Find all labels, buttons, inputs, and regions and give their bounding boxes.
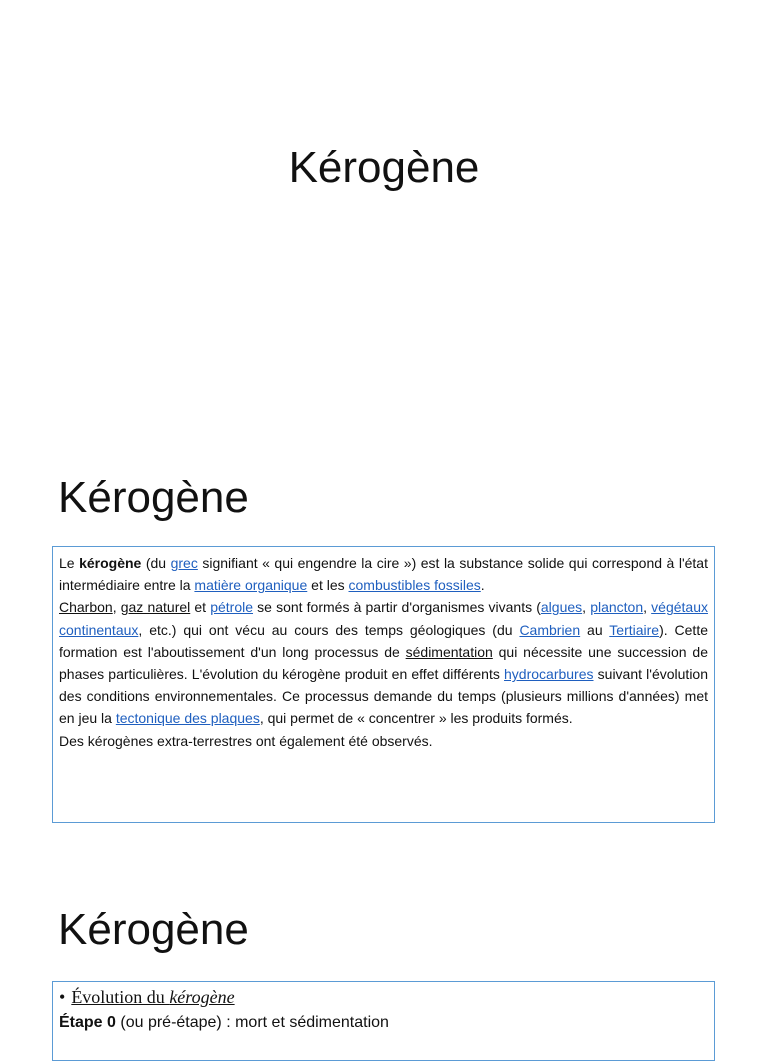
link-matiere-organique[interactable]: matière organique <box>194 577 308 594</box>
link-combustibles-fossiles[interactable]: combustibles fossiles <box>348 577 481 594</box>
text-et-les: et les <box>307 577 349 594</box>
link-cambrien[interactable]: Cambrien <box>519 621 581 638</box>
evolution-bullet-line <box>59 984 708 1010</box>
link-hydrocarbures[interactable]: hydrocarbures <box>504 666 594 683</box>
link-tectonique-des-plaques[interactable]: tectonique des plaques <box>115 710 260 727</box>
link-tertiaire[interactable]: Tertiaire <box>609 621 660 638</box>
text-dot: . <box>480 577 485 594</box>
etape-line <box>59 1010 708 1036</box>
text-signifiant: signifiant « qui engendre la cire ») est la substance solide qui correspond à l'état intermédiaire entre la <box>59 555 708 594</box>
slide-3-title: Kérogène <box>58 905 249 954</box>
link-grec[interactable]: grec <box>170 555 198 571</box>
text-suivant: suivant l'évolution des conditions environnementales. Ce processus demande du temps (plusieurs millions d'années) met en jeu la <box>59 666 708 727</box>
text-necessite: qui nécessite une succession de phases particulières. L'évolution du kérogène produit en effet différents <box>59 643 708 683</box>
term-gaz-naturel: gaz naturel <box>120 599 191 616</box>
text-etc: , etc.) qui ont vécu au cours des temps géologiques (du <box>138 621 520 638</box>
etape-label: Étape 0 <box>59 1014 116 1031</box>
text-comma: , <box>582 599 591 616</box>
text-au: au <box>580 621 610 638</box>
evolution-heading <box>71 987 234 1007</box>
link-petrole[interactable]: pétrole <box>210 599 254 616</box>
text-comma: , <box>643 599 652 616</box>
term-sedimentation: sédimentation <box>405 643 493 660</box>
definition-paragraph <box>59 552 708 596</box>
term-kerogene: kérogène <box>79 555 142 571</box>
extraterrestrial-paragraph: Des kérogènes extra-terrestres ont également été observés. <box>59 732 433 749</box>
text-comma: , <box>112 599 121 616</box>
slide-2-title: Kérogène <box>58 473 249 522</box>
text-concentrer: , qui permet de « concentrer » les produits formés. <box>259 710 573 727</box>
etape-text: (ou pré-étape) : mort et sédimentation <box>115 1014 389 1031</box>
bullet-icon: • <box>59 987 66 1007</box>
formation-paragraph <box>59 596 708 729</box>
text-et: et <box>190 599 211 616</box>
evolution-textbox <box>52 981 715 1061</box>
text-formation: ). Cette formation est l'aboutissement d'un long processus de <box>59 621 708 660</box>
evolution-text: Évolution du <box>71 987 170 1007</box>
term-charbon: Charbon <box>59 599 113 616</box>
text-formes: se sont formés à partir d'organismes vivants ( <box>253 599 541 616</box>
evolution-term: kérogène <box>169 987 235 1007</box>
link-vegetaux-continentaux[interactable]: végétaux continentaux <box>59 599 708 638</box>
link-plancton[interactable]: plancton <box>590 599 644 616</box>
slide-1-title: Kérogène <box>288 143 480 192</box>
text-le: Le <box>59 555 80 571</box>
link-algues[interactable]: algues <box>540 599 583 616</box>
text-du: (du <box>141 555 171 571</box>
kerogene-definition-textbox <box>52 546 715 823</box>
